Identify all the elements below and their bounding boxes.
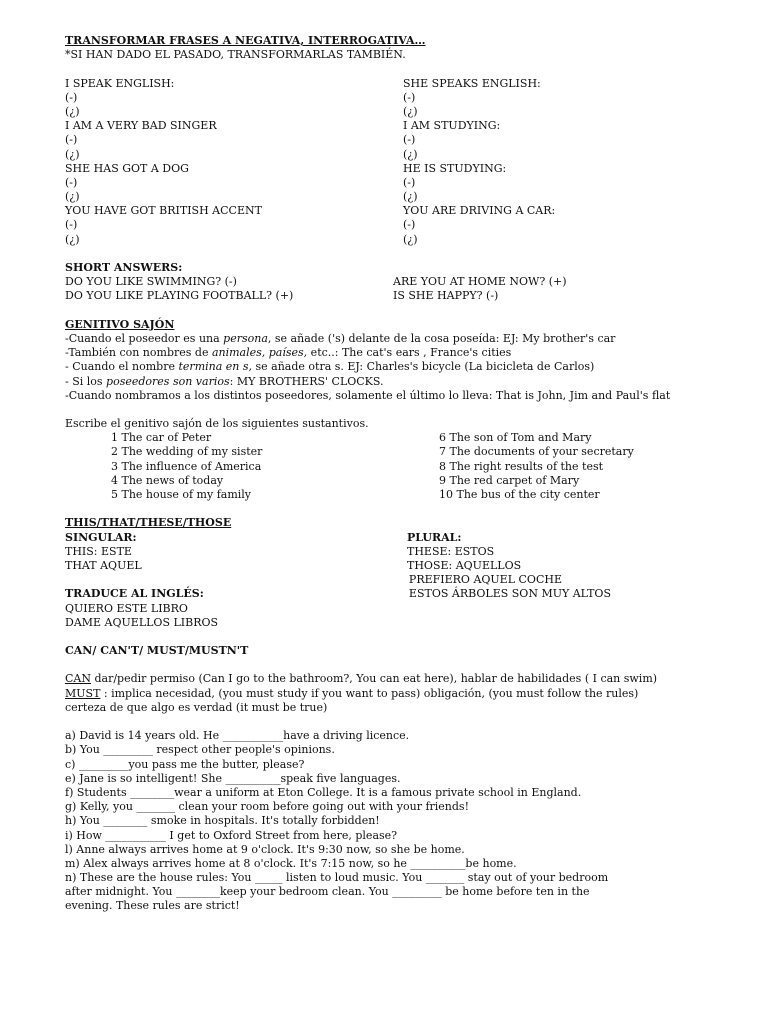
modal-exercise-item: g) Kelly, you _______ clean your room before going out with your friends!	[65, 800, 469, 814]
page-title: TRANSFORMAR FRASES A NEGATIVA, INTERROGATIVA…	[65, 34, 426, 47]
transform-sentence: I AM STUDYING:	[403, 119, 501, 133]
negative-slot: (-)	[403, 218, 416, 232]
demonstratives-row	[65, 545, 725, 559]
question-slot: (¿)	[65, 190, 80, 204]
spacer	[65, 573, 405, 587]
modal-exercise-item: c) _________you pass me the butter, please?	[65, 757, 305, 771]
transform-sentence: YOU ARE DRIVING A CAR:	[403, 204, 556, 218]
genitivo-heading: GENITIVO SAJÓN	[65, 317, 175, 331]
transform-sentence: HE IS STUDYING:	[403, 161, 507, 175]
exercise-item: 3 The influence of America	[111, 459, 262, 473]
transform-sentence: I AM A VERY BAD SINGER	[65, 119, 217, 133]
exercise-left-column	[65, 431, 439, 502]
question-slot: (¿)	[403, 147, 418, 161]
short-answer-prompt: DO YOU LIKE PLAYING FOOTBALL? (+)	[65, 289, 294, 303]
modal-exercise-item: h) You ________ smoke in hospitals. It's totally forbidden!	[65, 814, 380, 828]
negative-slot: (-)	[65, 175, 78, 189]
can-explanation: CAN dar/pedir permiso (Can I go to the bathroom?, You can eat here), hablar de habilidades ( I can swim)	[65, 672, 658, 686]
transform-section	[65, 77, 725, 247]
modal-exercise-item: f) Students ________wear a uniform at Eton College. It is a famous private school in England.	[65, 785, 582, 799]
translate-item: QUIERO ESTE LIBRO	[65, 601, 188, 615]
genitivo-rule: -Cuando el poseedor es una persona, se añade ('s) delante de la cosa poseída: EJ: My brother's car	[65, 331, 616, 345]
short-answer-prompt: ARE YOU AT HOME NOW? (+)	[393, 275, 567, 289]
exercise-item: 5 The house of my family	[111, 488, 252, 501]
short-answer-prompt: DO YOU LIKE SWIMMING? (-)	[65, 275, 237, 289]
translate-item: PREFIERO AQUEL COCHE	[408, 573, 562, 587]
exercise-list	[65, 431, 725, 502]
negative-slot: (-)	[403, 90, 416, 104]
exercise-item: 2 The wedding of my sister	[111, 445, 263, 459]
question-slot: (¿)	[65, 147, 80, 161]
plural-label: PLURAL:	[407, 530, 462, 544]
exercise-item: 9 The red carpet of Mary	[439, 473, 580, 487]
question-slot: (¿)	[403, 232, 418, 246]
exercise-item: 1 The car of Peter	[111, 431, 212, 445]
transform-sentence: YOU HAVE GOT BRITISH ACCENT	[65, 204, 262, 218]
translate-item: DAME AQUELLOS LIBROS	[65, 615, 219, 629]
those-definition: THOSE: AQUELLOS	[407, 558, 522, 572]
page-subtitle: *SI HAN DADO EL PASADO, TRANSFORMARLAS TAMBIÉN.	[65, 48, 406, 62]
genitivo-rule: -Cuando nombramos a los distintos poseedores, solamente el último lo lleva: That is John, Jim and Paul's flat	[65, 388, 671, 402]
exercise-item: 10 The bus of the city center	[439, 488, 600, 501]
transform-sentence: SHE SPEAKS ENGLISH:	[403, 76, 541, 90]
short-answers-row	[65, 275, 725, 289]
genitivo-rule: -También con nombres de animales, países, etc..: The cat's ears , France's cities	[65, 346, 512, 360]
modal-exercise-item: m) Alex always arrives home at 8 o'clock. It's 7:15 now, so he __________be home.	[65, 856, 517, 870]
negative-slot: (-)	[65, 133, 78, 147]
demonstratives-heading: THIS/THAT/THESE/THOSE	[65, 516, 232, 530]
these-definition: THESE: ESTOS	[407, 544, 495, 558]
genitivo-rule: - Si los poseedores son varios: MY BROTHERS' CLOCKS.	[65, 374, 384, 388]
worksheet-page	[65, 34, 725, 914]
modal-exercise-item: e) Jane is so intelligent! She __________speak five languages.	[65, 771, 401, 785]
modal-exercise-item: n) These are the house rules: You _____ listen to loud music. You _______ stay out of your bedroom after midnight. You ________keep your bedroom clean. You _________ be home before ten in the evening. These rules are strict!	[65, 871, 609, 913]
singular-label: SINGULAR:	[65, 530, 137, 544]
modal-exercise-item: b) You _________ respect other people's opinions.	[65, 743, 335, 757]
question-slot: (¿)	[65, 232, 80, 246]
transform-sentence: I SPEAK ENGLISH:	[65, 76, 175, 90]
that-definition: THAT AQUEL	[65, 558, 142, 572]
must-explanation-cont: certeza de que algo es verdad (it must be true)	[65, 700, 328, 714]
negative-slot: (-)	[403, 133, 416, 147]
demonstratives-row	[65, 587, 725, 601]
transform-left-column	[65, 77, 403, 247]
exercise-instruction: Escribe el genitivo sajón de los siguientes sustantivos.	[65, 417, 369, 431]
demonstratives-row	[65, 559, 725, 573]
demonstratives-row	[65, 531, 725, 545]
exercise-right-column	[439, 431, 719, 502]
question-slot: (¿)	[403, 104, 418, 118]
this-definition: THIS: ESTE	[65, 544, 132, 558]
transform-right-column	[403, 77, 723, 247]
exercise-item: 6 The son of Tom and Mary	[439, 431, 592, 445]
genitivo-rule: - Cuando el nombre termina en s, se añade otra s. EJ: Charles's bicycle (La bicicleta de Carlos)	[65, 360, 595, 374]
short-answer-prompt: IS SHE HAPPY? (-)	[393, 289, 499, 303]
question-slot: (¿)	[403, 190, 418, 204]
must-explanation: MUST : implica necesidad, (you must study if you want to pass) obligación, (you must follow the rules)	[65, 686, 639, 700]
modals-heading: CAN/ CAN'T/ MUST/MUSTN'T	[65, 644, 249, 658]
modal-exercise-item: a) David is 14 years old. He ___________have a driving licence.	[65, 729, 410, 743]
short-answers-heading: SHORT ANSWERS:	[65, 261, 183, 274]
exercise-item: 4 The news of today	[111, 473, 224, 487]
modal-exercise-item: l) Anne always arrives home at 9 o'clock. It's 9:30 now, so she be home.	[65, 842, 465, 856]
negative-slot: (-)	[65, 218, 78, 232]
translate-item: ESTOS ÁRBOLES SON MUY ALTOS	[408, 587, 611, 601]
exercise-item: 8 The right results of the test	[439, 459, 604, 473]
question-slot: (¿)	[65, 104, 80, 118]
demonstratives-row	[65, 573, 725, 587]
modal-exercise-item: i) How ___________ I get to Oxford Street from here, please?	[65, 828, 398, 842]
negative-slot: (-)	[403, 175, 416, 189]
exercise-item: 7 The documents of your secretary	[439, 445, 634, 459]
negative-slot: (-)	[65, 90, 78, 104]
transform-sentence: SHE HAS GOT A DOG	[65, 161, 189, 175]
short-answers-row	[65, 289, 725, 303]
translate-label: TRADUCE AL INGLÉS:	[65, 587, 204, 601]
